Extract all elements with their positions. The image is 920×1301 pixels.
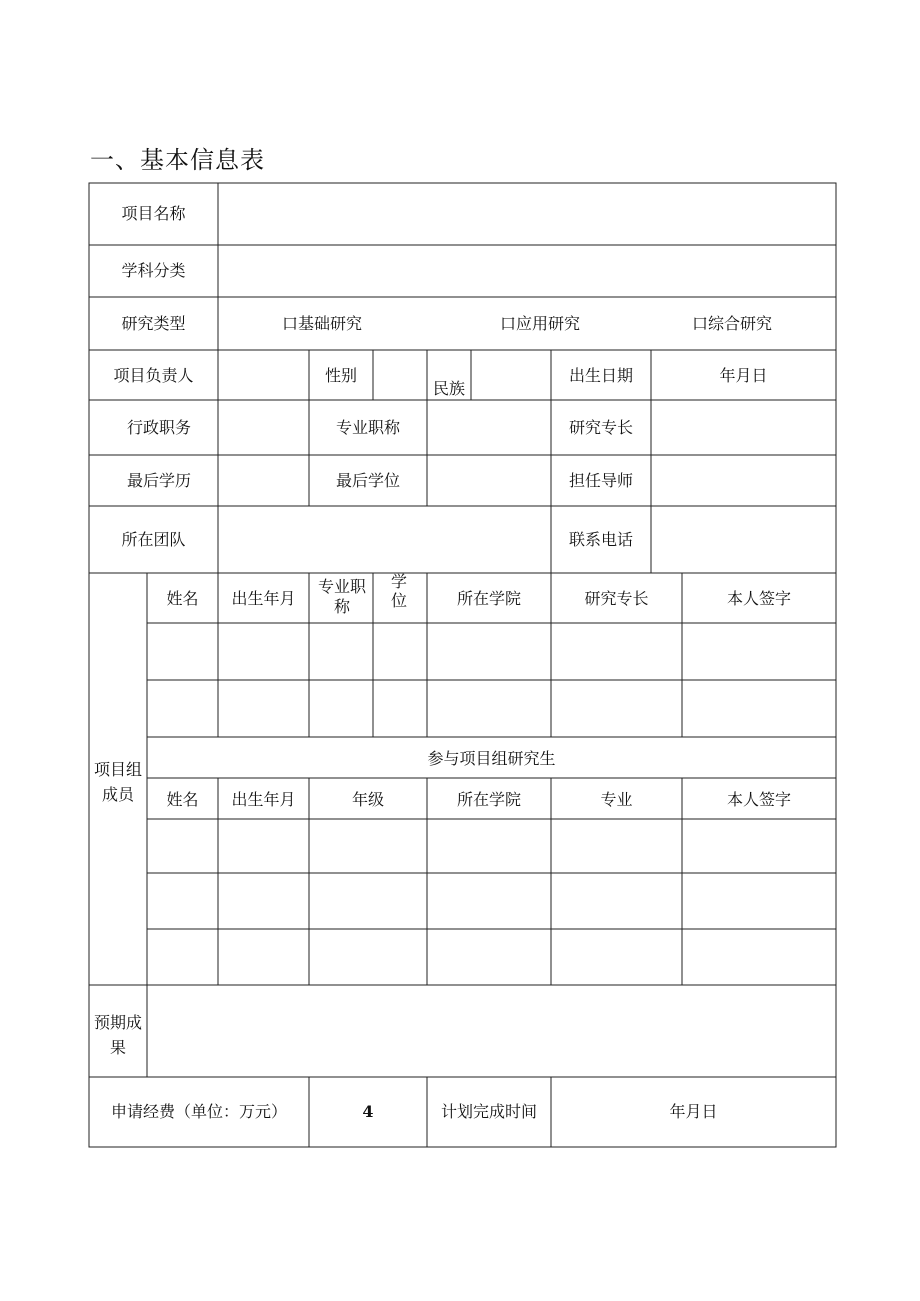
label-leader: 项目负责人: [113, 366, 194, 385]
last-education-field[interactable]: [219, 456, 308, 505]
label-last-degree: 最后学位: [335, 471, 400, 490]
research-type-basic-checkbox[interactable]: 口基础研究: [282, 314, 363, 333]
birth-date-field[interactable]: 年月日: [719, 366, 768, 385]
member-header-birth: 出生年月: [231, 589, 296, 608]
member-row[interactable]: [148, 681, 835, 736]
phone-field[interactable]: [652, 507, 835, 572]
last-degree-field[interactable]: [428, 456, 550, 505]
research-type-comprehensive-checkbox[interactable]: 口综合研究: [692, 314, 773, 333]
prof-title-field[interactable]: [428, 401, 550, 454]
page-title: 一、基本信息表: [90, 146, 265, 174]
label-expected-results: 预期成果: [93, 1013, 142, 1057]
label-members-group: 项目组成员: [93, 760, 142, 804]
label-gender: 性别: [324, 366, 357, 385]
team-field[interactable]: [219, 507, 550, 572]
member-header-degree: 学位: [390, 572, 407, 611]
gender-field[interactable]: [374, 351, 426, 399]
label-ethnicity: 民族: [432, 379, 465, 398]
label-last-education: 最后学历: [126, 471, 191, 490]
student-header-college: 所在学院: [456, 790, 521, 809]
member-row[interactable]: [148, 624, 835, 679]
admin-position-field[interactable]: [219, 401, 308, 454]
label-planned-completion: 计划完成时间: [440, 1102, 537, 1121]
research-specialty-field[interactable]: [652, 401, 835, 454]
ethnicity-field[interactable]: [472, 351, 550, 399]
project-name-field[interactable]: [219, 184, 835, 244]
label-project-name: 项目名称: [121, 204, 186, 223]
student-header-grade: 年级: [351, 790, 384, 809]
label-phone: 联系电话: [568, 530, 633, 549]
student-row[interactable]: [148, 874, 835, 928]
student-header-name: 姓名: [166, 790, 199, 809]
research-type-applied-checkbox[interactable]: 口应用研究: [500, 314, 581, 333]
student-header-major: 专业: [600, 790, 633, 809]
label-discipline: 学科分类: [121, 261, 186, 280]
students-table-title: 参与项目组研究生: [427, 749, 556, 768]
member-header-signature: 本人签字: [726, 589, 791, 608]
budget-value[interactable]: 4: [362, 1102, 374, 1121]
discipline-field[interactable]: [219, 246, 835, 296]
supervisor-field[interactable]: [652, 456, 835, 505]
student-header-signature: 本人签字: [726, 790, 791, 809]
label-research-type: 研究类型: [121, 314, 186, 333]
label-supervisor: 担任导师: [568, 471, 633, 490]
label-birth-date: 出生日期: [568, 366, 633, 385]
student-header-birth: 出生年月: [231, 790, 296, 809]
label-research-specialty: 研究专长: [568, 418, 633, 437]
member-header-name: 姓名: [166, 589, 199, 608]
student-row[interactable]: [148, 930, 835, 984]
member-header-college: 所在学院: [456, 589, 521, 608]
label-budget: 申请经费（单位：万元）: [110, 1102, 287, 1121]
student-row[interactable]: [148, 820, 835, 872]
label-admin-position: 行政职务: [126, 418, 191, 437]
label-team: 所在团队: [121, 530, 186, 549]
member-header-specialty: 研究专长: [584, 589, 649, 608]
planned-completion-field[interactable]: 年月日: [669, 1102, 718, 1121]
expected-results-field[interactable]: [148, 986, 835, 1076]
leader-field[interactable]: [219, 351, 308, 399]
label-prof-title: 专业职称: [335, 418, 400, 437]
member-header-title: 专业职称: [317, 577, 366, 616]
